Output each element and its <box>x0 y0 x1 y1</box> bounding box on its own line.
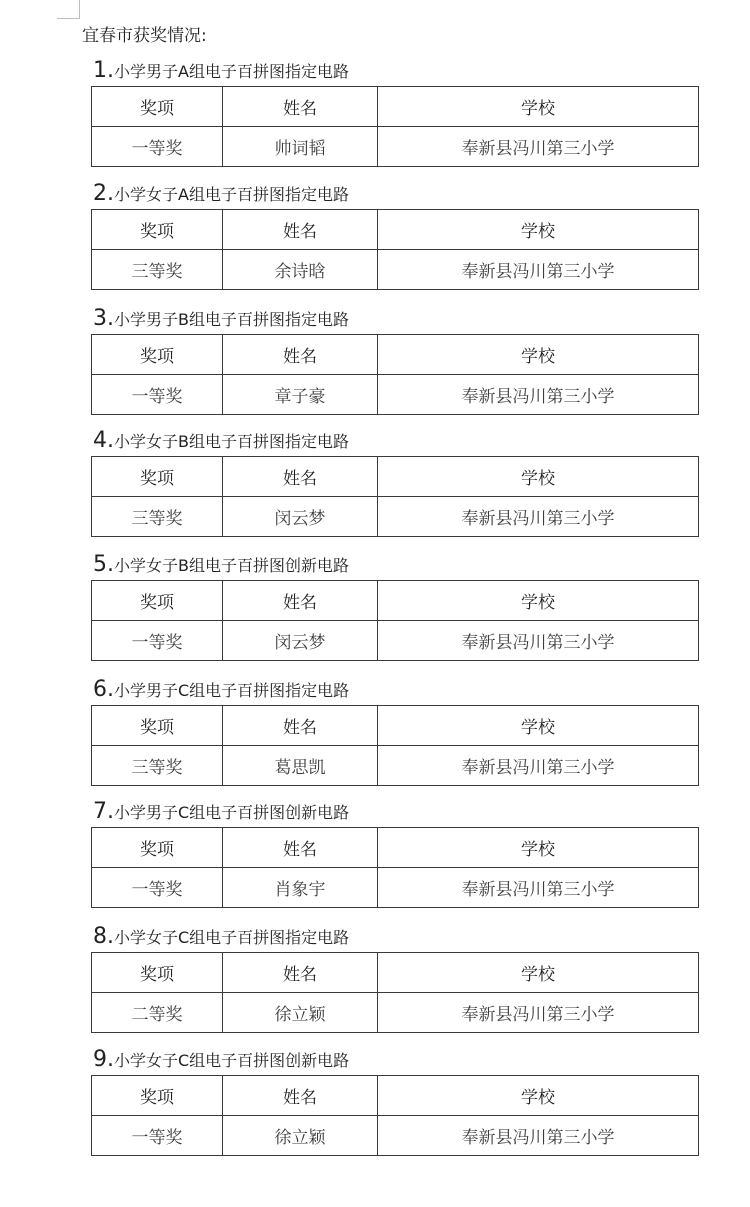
award-table <box>91 86 699 167</box>
name-cell: 徐立颖 <box>223 1116 378 1156</box>
school-cell: 奉新县冯川第三小学 <box>378 1116 699 1156</box>
award-cell: 二等奖 <box>92 993 223 1033</box>
section-number: 8. <box>93 924 114 949</box>
award-table <box>91 705 699 786</box>
header-award: 奖项 <box>92 828 223 868</box>
section-number: 2. <box>93 181 114 206</box>
header-name: 姓名 <box>223 457 378 497</box>
header-award: 奖项 <box>92 953 223 993</box>
table-row <box>92 993 699 1033</box>
section-heading <box>91 181 699 207</box>
award-cell: 三等奖 <box>92 497 223 537</box>
school-cell: 奉新县冯川第三小学 <box>378 497 699 537</box>
section-number: 9. <box>93 1047 114 1072</box>
award-table <box>91 952 699 1033</box>
header-award: 奖项 <box>92 581 223 621</box>
award-cell: 一等奖 <box>92 621 223 661</box>
header-school: 学校 <box>378 828 699 868</box>
section-heading <box>91 306 699 332</box>
section-heading <box>91 924 699 950</box>
award-table <box>91 827 699 908</box>
table-header-row <box>92 335 699 375</box>
award-table <box>91 456 699 537</box>
section-number: 3. <box>93 306 114 331</box>
table-row <box>92 1116 699 1156</box>
section-number: 5. <box>93 552 114 577</box>
table-header-row <box>92 706 699 746</box>
section-title: 小学女子C组电子百拼图指定电路 <box>114 928 350 947</box>
section-title: 小学男子C组电子百拼图创新电路 <box>114 803 350 822</box>
section-heading <box>91 428 699 454</box>
table-header-row <box>92 1076 699 1116</box>
award-section-7 <box>91 799 699 908</box>
header-school: 学校 <box>378 1076 699 1116</box>
section-number: 1. <box>93 58 114 83</box>
table-header-row <box>92 953 699 993</box>
document-title: 宜春市获奖情况: <box>82 26 207 46</box>
award-table <box>91 1075 699 1156</box>
table-header-row <box>92 828 699 868</box>
award-section-3 <box>91 306 699 415</box>
award-table <box>91 580 699 661</box>
school-cell: 奉新县冯川第三小学 <box>378 127 699 167</box>
award-cell: 一等奖 <box>92 1116 223 1156</box>
award-cell: 一等奖 <box>92 375 223 415</box>
school-cell: 奉新县冯川第三小学 <box>378 250 699 290</box>
award-cell: 一等奖 <box>92 127 223 167</box>
school-cell: 奉新县冯川第三小学 <box>378 868 699 908</box>
name-cell: 肖象宇 <box>223 868 378 908</box>
award-section-8 <box>91 924 699 1033</box>
header-award: 奖项 <box>92 210 223 250</box>
section-number: 4. <box>93 428 114 453</box>
header-name: 姓名 <box>223 706 378 746</box>
page-corner-mark <box>57 0 80 19</box>
table-row <box>92 497 699 537</box>
name-cell: 闵云梦 <box>223 497 378 537</box>
award-section-6 <box>91 677 699 786</box>
section-heading <box>91 552 699 578</box>
award-cell: 三等奖 <box>92 250 223 290</box>
award-section-1 <box>91 58 699 167</box>
award-section-2 <box>91 181 699 290</box>
section-title: 小学女子A组电子百拼图指定电路 <box>114 185 349 204</box>
header-school: 学校 <box>378 457 699 497</box>
table-row <box>92 375 699 415</box>
section-title: 小学女子B组电子百拼图创新电路 <box>114 556 349 575</box>
section-heading <box>91 677 699 703</box>
award-table <box>91 209 699 290</box>
section-title: 小学男子B组电子百拼图指定电路 <box>114 310 349 329</box>
header-name: 姓名 <box>223 87 378 127</box>
award-section-4 <box>91 428 699 537</box>
name-cell: 章子豪 <box>223 375 378 415</box>
header-name: 姓名 <box>223 581 378 621</box>
section-number: 6. <box>93 677 114 702</box>
table-header-row <box>92 87 699 127</box>
name-cell: 余诗晗 <box>223 250 378 290</box>
award-section-5 <box>91 552 699 661</box>
section-title: 小学女子C组电子百拼图创新电路 <box>114 1051 350 1070</box>
award-table <box>91 334 699 415</box>
section-heading <box>91 1047 699 1073</box>
table-row <box>92 621 699 661</box>
header-school: 学校 <box>378 953 699 993</box>
school-cell: 奉新县冯川第三小学 <box>378 993 699 1033</box>
table-header-row <box>92 581 699 621</box>
table-row <box>92 250 699 290</box>
header-school: 学校 <box>378 87 699 127</box>
header-school: 学校 <box>378 210 699 250</box>
table-row <box>92 868 699 908</box>
award-cell: 一等奖 <box>92 868 223 908</box>
header-award: 奖项 <box>92 457 223 497</box>
section-heading <box>91 799 699 825</box>
table-row <box>92 746 699 786</box>
section-heading <box>91 58 699 84</box>
school-cell: 奉新县冯川第三小学 <box>378 746 699 786</box>
name-cell: 帅词韬 <box>223 127 378 167</box>
table-header-row <box>92 210 699 250</box>
header-award: 奖项 <box>92 87 223 127</box>
table-row <box>92 127 699 167</box>
header-name: 姓名 <box>223 828 378 868</box>
header-school: 学校 <box>378 335 699 375</box>
header-name: 姓名 <box>223 1076 378 1116</box>
section-number: 7. <box>93 799 114 824</box>
header-school: 学校 <box>378 706 699 746</box>
header-award: 奖项 <box>92 1076 223 1116</box>
section-title: 小学男子C组电子百拼图指定电路 <box>114 681 350 700</box>
award-cell: 三等奖 <box>92 746 223 786</box>
section-title: 小学女子B组电子百拼图指定电路 <box>114 432 349 451</box>
header-name: 姓名 <box>223 335 378 375</box>
section-title: 小学男子A组电子百拼图指定电路 <box>114 62 349 81</box>
header-award: 奖项 <box>92 706 223 746</box>
name-cell: 闵云梦 <box>223 621 378 661</box>
header-name: 姓名 <box>223 953 378 993</box>
header-school: 学校 <box>378 581 699 621</box>
school-cell: 奉新县冯川第三小学 <box>378 375 699 415</box>
school-cell: 奉新县冯川第三小学 <box>378 621 699 661</box>
name-cell: 葛思凯 <box>223 746 378 786</box>
name-cell: 徐立颖 <box>223 993 378 1033</box>
award-section-9 <box>91 1047 699 1156</box>
header-award: 奖项 <box>92 335 223 375</box>
table-header-row <box>92 457 699 497</box>
header-name: 姓名 <box>223 210 378 250</box>
